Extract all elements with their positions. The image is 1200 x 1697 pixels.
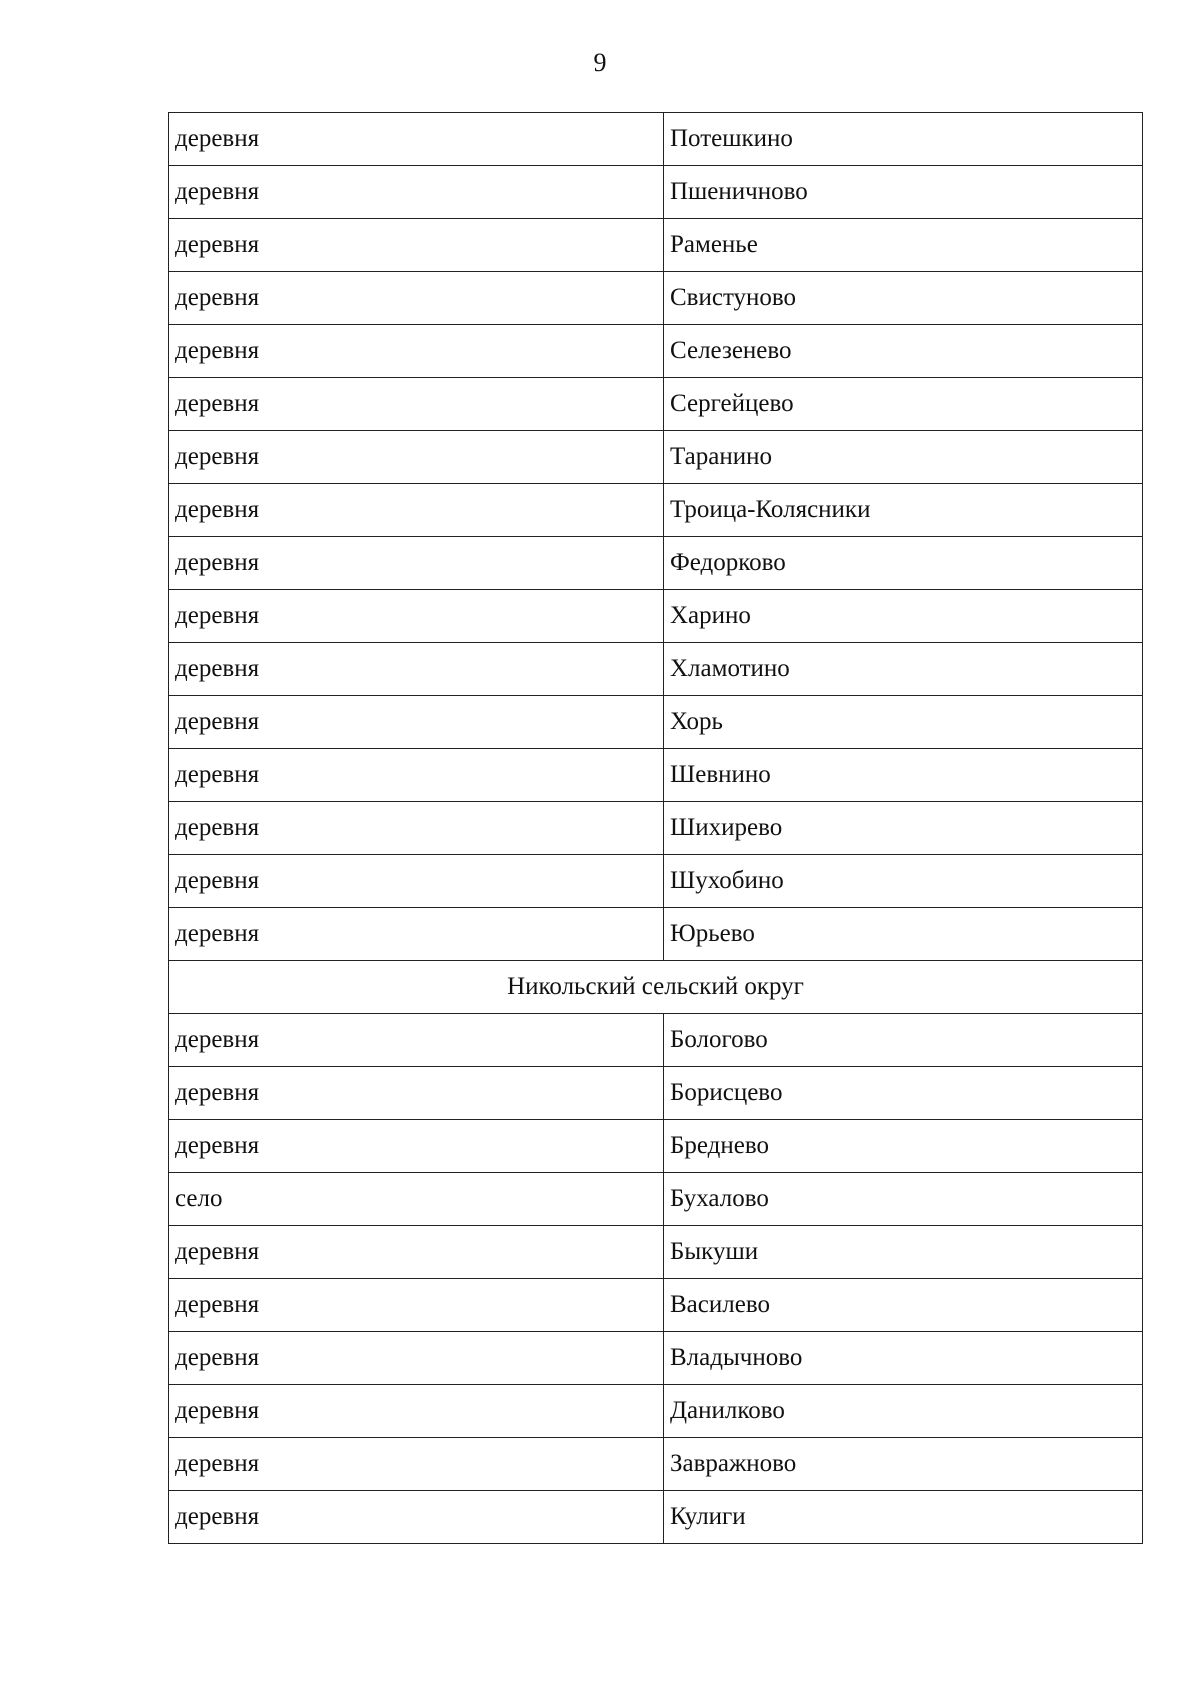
settlement-type: деревня: [169, 696, 664, 749]
table-row: [169, 113, 1143, 166]
settlement-name: Бреднево: [664, 1120, 1143, 1173]
settlements-table: [168, 112, 1143, 1544]
settlement-name: Харино: [664, 590, 1143, 643]
settlement-type: деревня: [169, 1279, 664, 1332]
settlement-type: деревня: [169, 590, 664, 643]
settlement-type: деревня: [169, 1120, 664, 1173]
settlement-name: Селезенево: [664, 325, 1143, 378]
settlement-name: Хорь: [664, 696, 1143, 749]
table-row: [169, 378, 1143, 431]
settlement-name: Троица-Колясники: [664, 484, 1143, 537]
settlement-name: Федорково: [664, 537, 1143, 590]
settlement-type: деревня: [169, 166, 664, 219]
table-row: [169, 1491, 1143, 1544]
settlement-name: Шихирево: [664, 802, 1143, 855]
table-row: [169, 908, 1143, 961]
table-row: [169, 272, 1143, 325]
settlement-name: Свистуново: [664, 272, 1143, 325]
settlement-type: деревня: [169, 1491, 664, 1544]
table-row: [169, 1067, 1143, 1120]
settlement-name: Таранино: [664, 431, 1143, 484]
settlement-name: Завражново: [664, 1438, 1143, 1491]
table-row: [169, 855, 1143, 908]
section-header-row: [169, 961, 1143, 1014]
settlement-name: Шевнино: [664, 749, 1143, 802]
settlement-name: Борисцево: [664, 1067, 1143, 1120]
table-row: [169, 325, 1143, 378]
settlement-name: Сергейцево: [664, 378, 1143, 431]
settlement-type: деревня: [169, 1067, 664, 1120]
table-row: [169, 1332, 1143, 1385]
settlement-name: Юрьево: [664, 908, 1143, 961]
settlement-name: Шухобино: [664, 855, 1143, 908]
settlement-type: село: [169, 1173, 664, 1226]
settlement-type: деревня: [169, 1332, 664, 1385]
settlement-name: Василево: [664, 1279, 1143, 1332]
table-row: [169, 1226, 1143, 1279]
settlement-type: деревня: [169, 272, 664, 325]
table-row: [169, 749, 1143, 802]
settlement-name: Бологово: [664, 1014, 1143, 1067]
settlement-name: Данилково: [664, 1385, 1143, 1438]
settlement-type: деревня: [169, 749, 664, 802]
table-row: [169, 696, 1143, 749]
settlement-type: деревня: [169, 219, 664, 272]
settlement-name: Пшеничново: [664, 166, 1143, 219]
settlement-name: Быкуши: [664, 1226, 1143, 1279]
settlement-name: Хламотино: [664, 643, 1143, 696]
table-row: [169, 802, 1143, 855]
settlement-type: деревня: [169, 113, 664, 166]
table-row: [169, 1385, 1143, 1438]
settlement-name: Раменье: [664, 219, 1143, 272]
settlement-type: деревня: [169, 1438, 664, 1491]
table-row: [169, 590, 1143, 643]
settlement-type: деревня: [169, 325, 664, 378]
settlement-type: деревня: [169, 378, 664, 431]
settlement-name: Потешкино: [664, 113, 1143, 166]
settlement-type: деревня: [169, 484, 664, 537]
table-row: [169, 431, 1143, 484]
settlement-type: деревня: [169, 1014, 664, 1067]
settlement-type: деревня: [169, 537, 664, 590]
settlement-type: деревня: [169, 643, 664, 696]
table-row: [169, 219, 1143, 272]
settlement-type: деревня: [169, 802, 664, 855]
page-number: 9: [593, 48, 607, 77]
settlement-type: деревня: [169, 908, 664, 961]
table-row: [169, 1014, 1143, 1067]
settlement-name: Владычново: [664, 1332, 1143, 1385]
table-row: [169, 643, 1143, 696]
section-title: Никольский сельский округ: [169, 961, 1143, 1014]
table-row: [169, 1120, 1143, 1173]
settlement-type: деревня: [169, 1226, 664, 1279]
table-row: [169, 537, 1143, 590]
settlement-type: деревня: [169, 1385, 664, 1438]
table-row: [169, 1279, 1143, 1332]
settlement-name: Бухалово: [664, 1173, 1143, 1226]
table-row: [169, 484, 1143, 537]
settlement-type: деревня: [169, 431, 664, 484]
table-row: [169, 166, 1143, 219]
table-row: [169, 1438, 1143, 1491]
settlement-name: Кулиги: [664, 1491, 1143, 1544]
settlement-type: деревня: [169, 855, 664, 908]
table-row: [169, 1173, 1143, 1226]
